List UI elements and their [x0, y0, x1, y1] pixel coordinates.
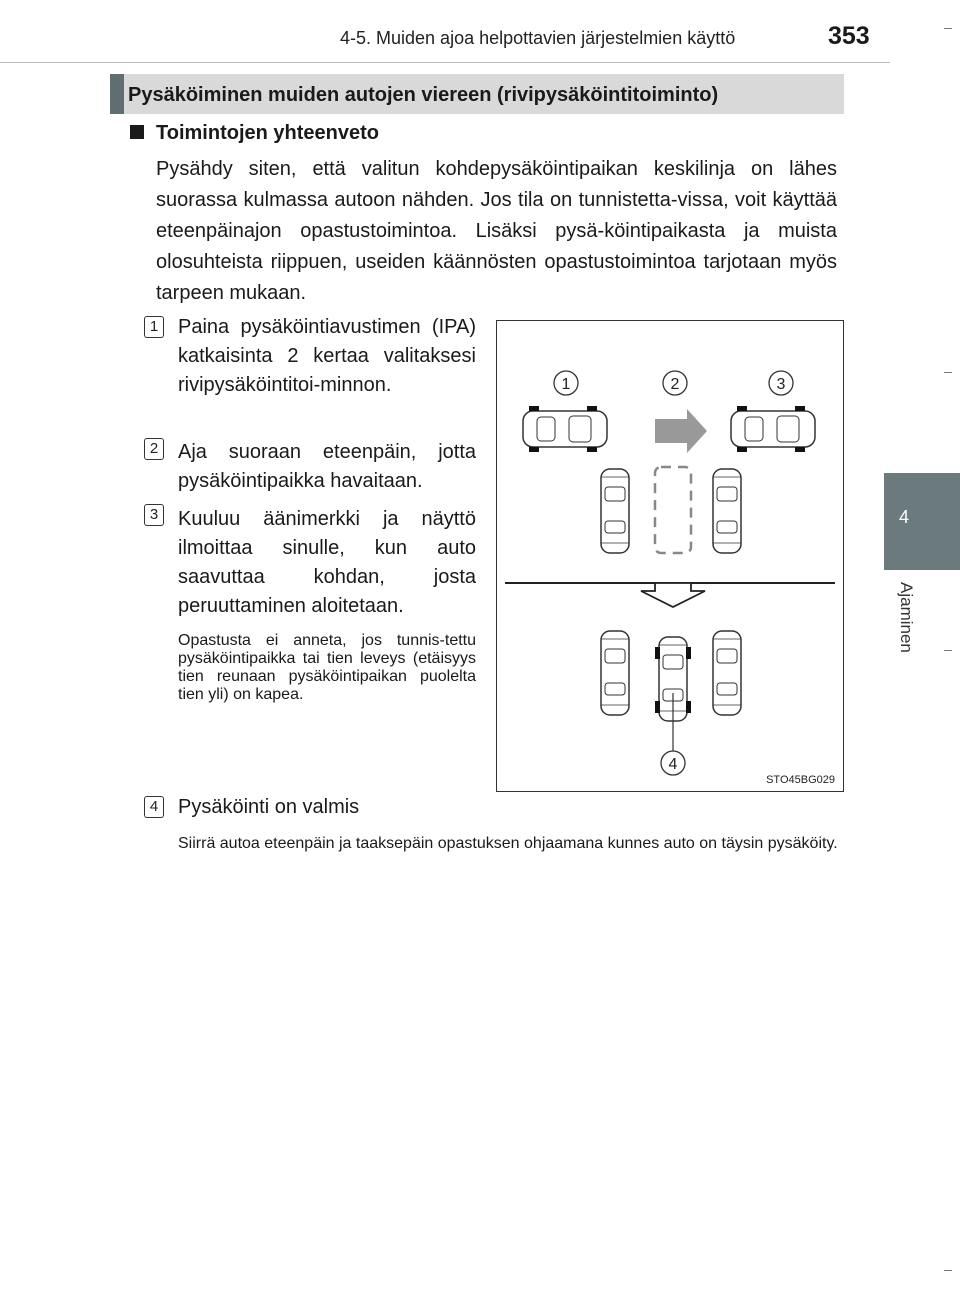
right-arrow-icon — [655, 409, 707, 453]
subsection-heading: Toimintojen yhteenveto — [130, 122, 379, 145]
crop-mark — [944, 28, 952, 29]
chapter-label: Ajaminen — [897, 582, 916, 653]
figure-code: STO45BG029 — [766, 774, 835, 786]
figure-label-3 — [769, 371, 793, 395]
bottom-car-left — [601, 631, 629, 715]
figure-label-2 — [663, 371, 687, 395]
step-3-text: Kuuluu äänimerkki ja näyttö ilmoittaa sinulle, kun auto saavuttaa kohdan, josta peruuttaminen aloitetaan. — [178, 508, 476, 617]
parked-car-right — [713, 469, 741, 553]
header-divider — [0, 62, 890, 63]
square-bullet-icon — [130, 125, 144, 139]
step-number-3: 3 — [144, 504, 164, 526]
bottom-car-right — [713, 631, 741, 715]
crop-mark — [944, 1270, 952, 1271]
car-top-left — [523, 406, 607, 452]
parking-illustration — [496, 320, 844, 792]
page-number: 353 — [828, 22, 870, 50]
chapter-number: 4 — [898, 507, 909, 527]
svg-text:4: 4 — [668, 756, 678, 773]
step-3-note: Opastusta ei anneta, jos tunnis-tettu pysäköintipaikka tai tien leveys (etäisyys tien reunaan pysäköintipaikan puolelta tien yli) on kapea. — [178, 632, 476, 703]
intro-paragraph: Pysähdy siten, että valitun kohdepysäköintipaikan keskilinja on lähes suorassa kulmassa autoon nähden. Jos tila on tunnistetta-vissa, voit käyttää eteenpäinajon opastustoimintoa. Lisäksi pysä-köintipaikasta ja muista olosuhteista riippuen, useiden käännösten opastustoimintoa tarjotaan myös tarpeen mukaan. — [156, 158, 837, 304]
target-space-outline — [655, 467, 691, 553]
step-1-text: Paina pysäköintiavustimen (IPA) katkaisinta 2 kertaa valitaksesi rivipysäköintitoi-minnon. — [178, 316, 476, 396]
svg-text:3: 3 — [776, 376, 786, 393]
running-header: 4-5. Muiden ajoa helpottavien järjestelmien käyttö — [340, 28, 736, 48]
parking-diagram — [497, 321, 842, 790]
svg-text:2: 2 — [670, 376, 680, 393]
step-4-text: Pysäköinti on valmis — [178, 796, 360, 818]
figure-label-1 — [554, 371, 578, 395]
figure-label-4 — [661, 751, 685, 775]
parked-car-left — [601, 469, 629, 553]
step-number-1: 1 — [144, 316, 164, 338]
car-top-right — [731, 406, 815, 452]
crop-mark — [944, 372, 952, 373]
step-number-2: 2 — [144, 438, 164, 460]
step-2-text: Aja suoraan eteenpäin, jotta pysäköintipaikka havaitaan. — [178, 441, 476, 492]
down-arrow-icon — [641, 583, 705, 607]
step-4-note: Siirrä autoa eteenpäin ja taaksepäin opastuksen ohjaamana kunnes auto on täysin pysäköity. — [178, 835, 838, 852]
section-title: Pysäköiminen muiden autojen viereen (rivipysäköintitoiminto) — [128, 84, 719, 106]
crop-mark — [944, 650, 952, 651]
svg-text:1: 1 — [561, 376, 571, 393]
step-number-4: 4 — [144, 796, 164, 818]
